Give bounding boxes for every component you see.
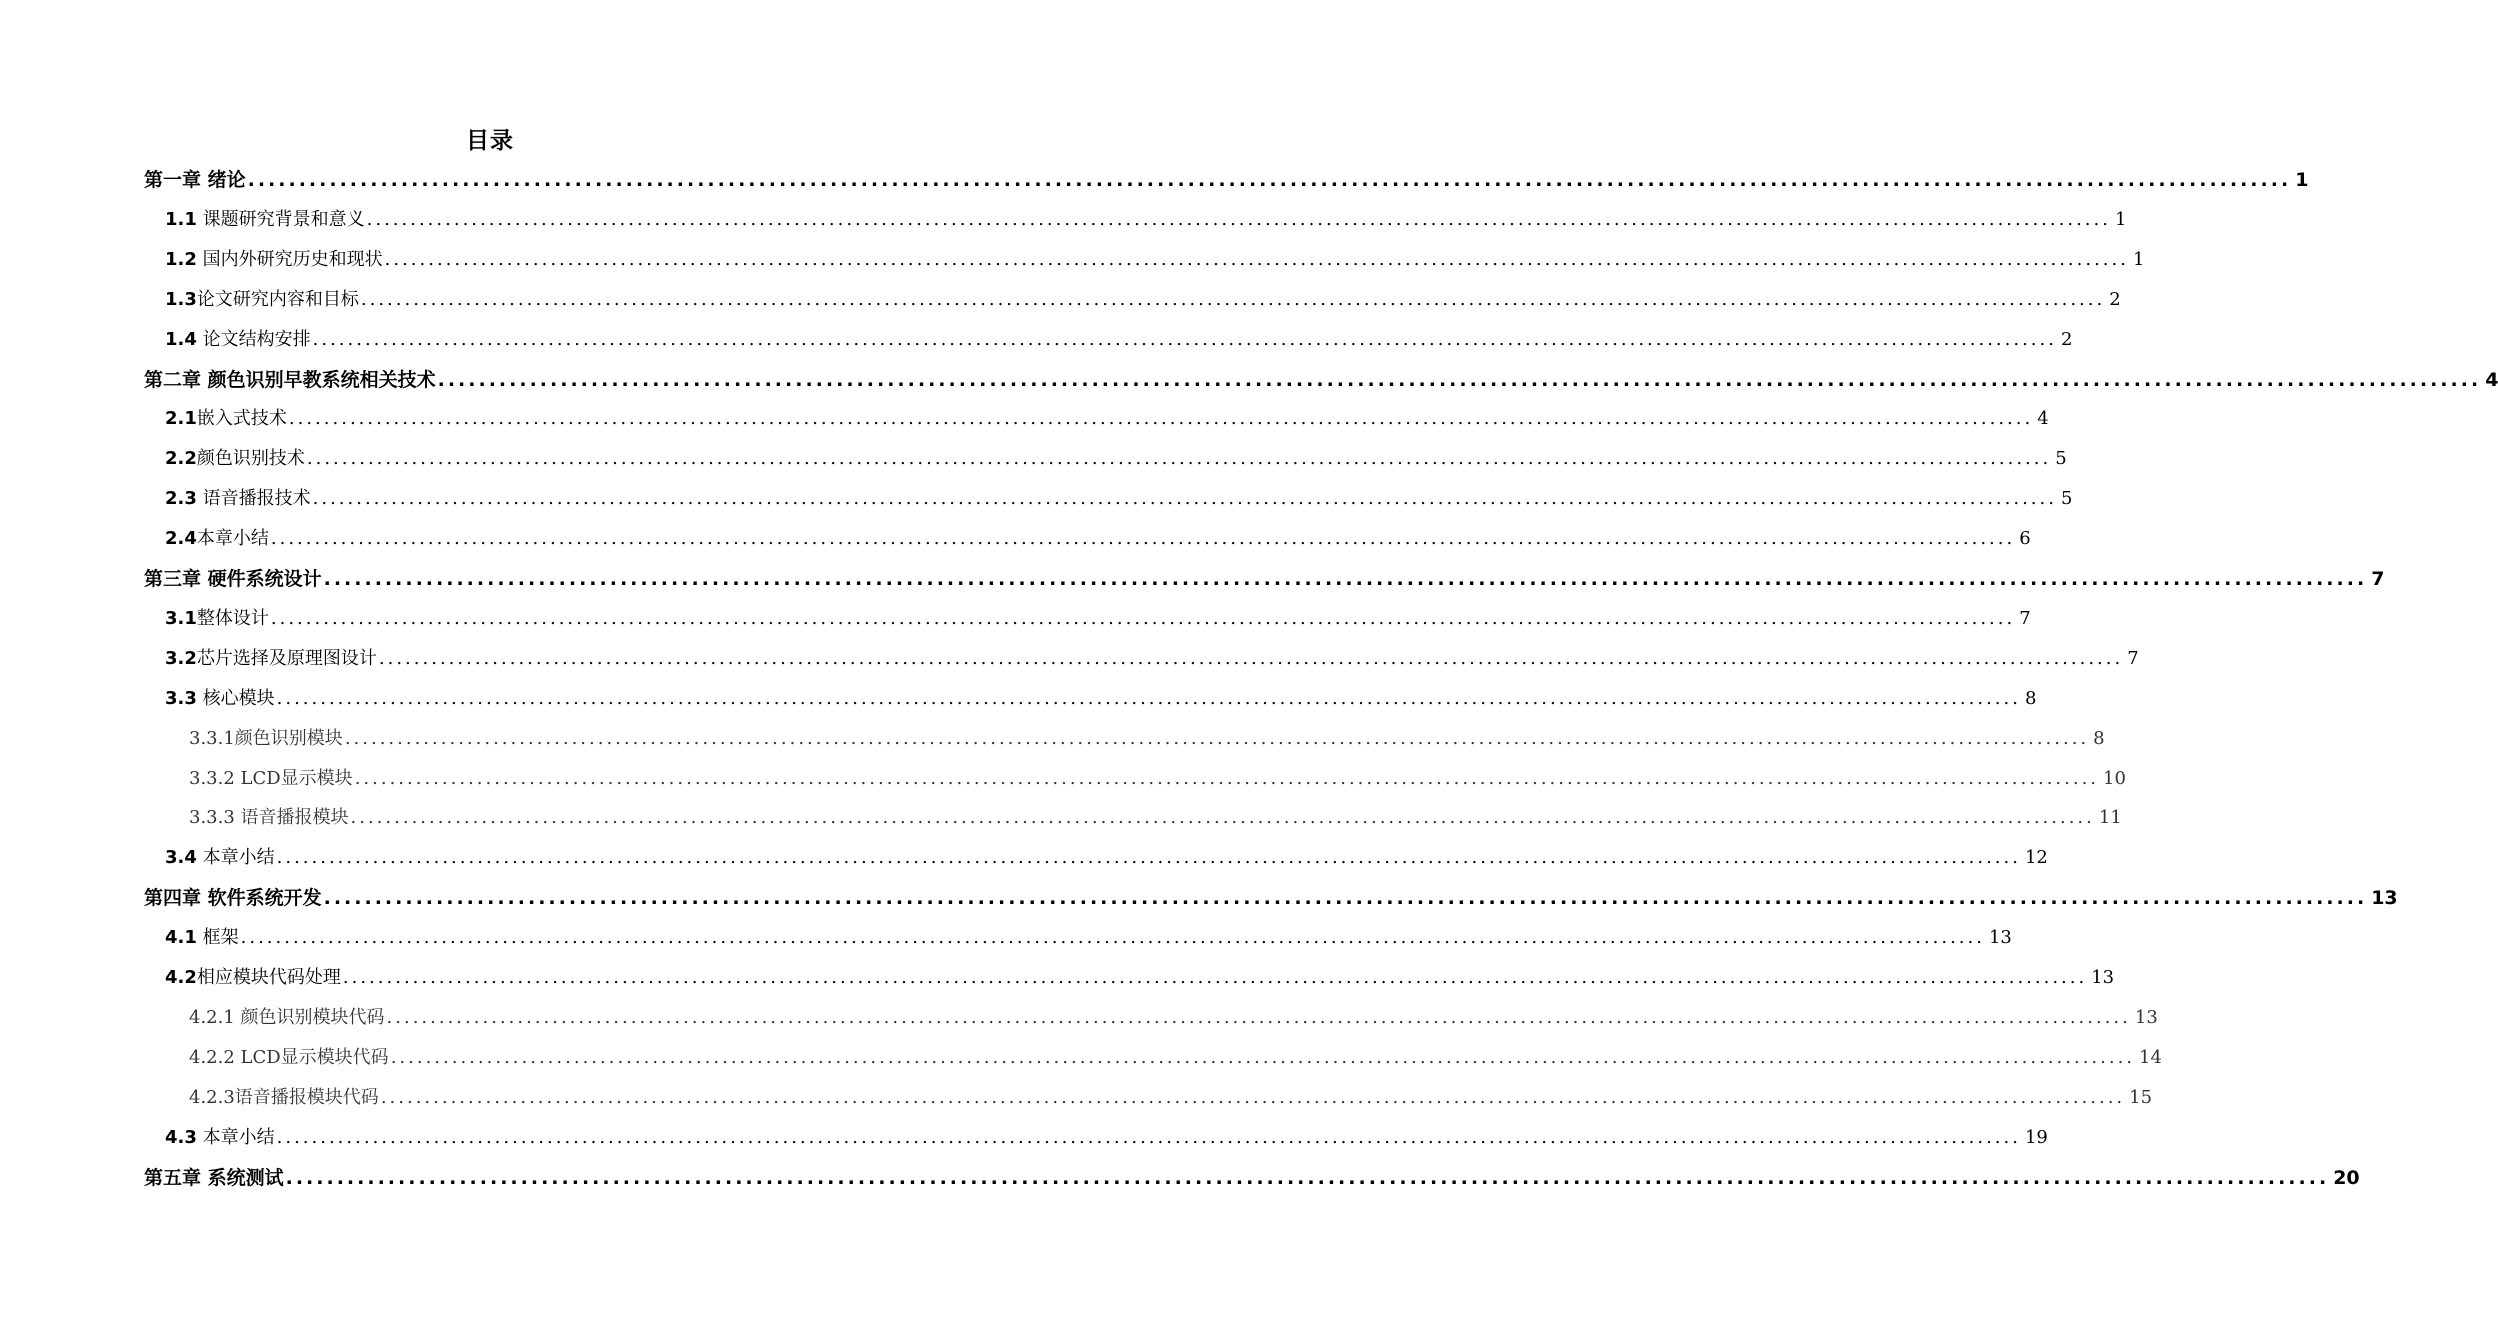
toc-page-number: 8: [2024, 687, 2037, 709]
toc-entry-title: 第四章 软件系统开发: [144, 887, 322, 910]
toc-section-number: 4.1: [165, 927, 197, 949]
toc-entry-title: 第三章 硬件系统设计: [144, 568, 322, 590]
toc-page-number: 13: [2091, 967, 2115, 988]
toc-entry-label: [144, 559, 322, 599]
toc-section-number: 1.3: [165, 288, 197, 310]
toc-entry-label: [165, 240, 383, 280]
toc-entry-title: 整体设计: [196, 607, 269, 629]
toc-page-number: 6: [2019, 528, 2031, 550]
toc-entry-label: [165, 439, 305, 479]
toc-entry-label: [189, 1078, 379, 1118]
toc-entry-label: [165, 1118, 275, 1158]
toc-section-number: 2.2: [165, 448, 197, 470]
toc-leader-dots: ........................................................................................................................................................................................................: [312, 328, 2057, 350]
toc-section-number: 3.3: [165, 687, 197, 709]
toc-leader-dots: ........................................................................................................................................................................................................: [306, 448, 2052, 470]
toc-leader-dots: ........................................................................................................................................................................................................: [270, 607, 2016, 629]
toc-entry[interactable]: [165, 479, 2073, 519]
toc-leader-dots: ........................................................................................................................................................................................................: [240, 927, 1985, 949]
toc-entry-label: [189, 759, 353, 799]
toc-entry[interactable]: [165, 838, 2048, 878]
toc-leader-dots: ........................................................................................................................................................................................................: [288, 408, 2034, 430]
toc-entry-label: [189, 798, 349, 838]
toc-entry[interactable]: [165, 918, 2012, 958]
toc-entry-label: [144, 878, 322, 918]
toc-leader-dots: ........................................................................................................................................................................................................: [247, 169, 2292, 191]
toc-entry[interactable]: [189, 1038, 2162, 1078]
toc-entry-label: [165, 958, 341, 998]
toc-leader-dots: ........................................................................................................................................................................................................: [323, 568, 2368, 590]
toc-entry[interactable]: [165, 280, 2121, 320]
toc-entry[interactable]: [144, 878, 2398, 918]
toc-section-number: 1.1: [165, 208, 197, 230]
toc-page-number: 7: [2127, 647, 2139, 669]
toc-leader-dots: ........................................................................................................................................................................................................: [323, 887, 2368, 910]
toc-entry-label: [165, 519, 269, 559]
toc-entry-title: 相应模块代码处理: [196, 967, 341, 988]
toc-section-number: 2.4: [165, 528, 197, 550]
toc-page-number: 5: [2060, 488, 2073, 510]
toc-entry-title: 颜色识别技术: [196, 448, 305, 470]
toc-entry[interactable]: [189, 719, 2105, 759]
toc-leader-dots: ........................................................................................................................................................................................................: [344, 727, 2090, 749]
toc-entry-title: 4.2.2 LCD显示模块代码: [189, 1046, 389, 1068]
toc-entry-label: [165, 320, 311, 360]
toc-entry-label: [165, 479, 311, 519]
toc-entry-title: 3.3.2 LCD显示模块: [189, 767, 353, 789]
toc-page-number: 10: [2103, 767, 2126, 789]
toc-entry[interactable]: [165, 399, 2049, 439]
toc-entry[interactable]: [189, 798, 2122, 838]
toc-entry-label: [165, 200, 365, 240]
toc-page-number: 5: [2055, 448, 2067, 470]
toc-leader-dots: ........................................................................................................................................................................................................: [285, 1166, 2330, 1189]
toc-page-number: 2: [2109, 288, 2121, 310]
page-title: 目录: [466, 128, 514, 154]
toc-page-number: 13: [2134, 1006, 2158, 1028]
toc-leader-dots: ........................................................................................................................................................................................................: [366, 208, 2111, 230]
toc-leader-dots: ........................................................................................................................................................................................................: [380, 1086, 2126, 1108]
toc-entry-title: 本章小结: [196, 1126, 275, 1148]
toc-page-number: 7: [2371, 568, 2385, 590]
toc-leader-dots: ........................................................................................................................................................................................................: [276, 687, 2021, 709]
toc-section-number: 2.3: [165, 488, 197, 510]
toc-entry[interactable]: [144, 360, 2498, 400]
toc-entry[interactable]: [165, 200, 2127, 240]
toc-entry-label: [165, 599, 269, 639]
toc-entry-title: 4.2.1 颜色识别模块代码: [189, 1006, 385, 1028]
toc-entry-label: [144, 1158, 284, 1198]
toc-leader-dots: ........................................................................................................................................................................................................: [360, 288, 2106, 310]
toc-entry-label: [165, 838, 275, 878]
toc-entry[interactable]: [165, 519, 2031, 559]
toc-page-number: 7: [2019, 607, 2031, 629]
toc-section-number: 1.2: [165, 248, 197, 270]
toc-section-number: 1.4: [165, 328, 197, 350]
toc-section-number: 2.1: [165, 408, 197, 430]
toc-page-number: 15: [2129, 1086, 2153, 1108]
toc-page-number: 4: [2485, 368, 2498, 391]
toc-entry-title: 3.3.3 语音播报模块: [189, 807, 349, 829]
toc-page-number: 8: [2093, 727, 2105, 749]
toc-entry-label: [189, 719, 343, 759]
toc-leader-dots: ........................................................................................................................................................................................................: [384, 248, 2129, 270]
toc-leader-dots: ........................................................................................................................................................................................................: [354, 767, 2100, 789]
toc-leader-dots: ........................................................................................................................................................................................................: [378, 647, 2124, 669]
toc-entry-title: 4.2.3语音播报模块代码: [189, 1086, 379, 1108]
toc-leader-dots: ........................................................................................................................................................................................................: [342, 967, 2088, 988]
toc-page-number: 14: [2139, 1046, 2162, 1068]
toc-entry-title: 嵌入式技术: [196, 408, 287, 430]
toc-entry-title: 课题研究背景和意义: [196, 208, 365, 230]
toc-entry[interactable]: [165, 679, 2037, 719]
toc-page-number: 1: [2114, 208, 2127, 230]
toc-section-number: 4.3: [165, 1126, 197, 1148]
toc-entry[interactable]: [165, 639, 2139, 679]
toc-leader-dots: ........................................................................................................................................................................................................: [276, 847, 2021, 869]
toc-entry-label: [189, 998, 385, 1038]
toc-entry-label: [165, 918, 239, 958]
toc-entry[interactable]: [144, 160, 2309, 200]
toc-entry-title: 3.3.1颜色识别模块: [189, 727, 343, 749]
toc-entry-title: 论文结构安排: [196, 328, 311, 350]
toc-page-number: 11: [2098, 807, 2122, 829]
toc-entry[interactable]: [165, 240, 2145, 280]
toc-entry[interactable]: [165, 958, 2115, 998]
toc-leader-dots: ........................................................................................................................................................................................................: [437, 368, 2482, 391]
toc-entry[interactable]: [189, 759, 2126, 799]
toc-entry-label: [144, 160, 246, 200]
toc-entry-title: 论文研究内容和目标: [196, 288, 359, 310]
toc-entry-label: [144, 360, 436, 400]
toc-entry[interactable]: [165, 320, 2073, 360]
toc-section-number: 3.2: [165, 647, 197, 669]
toc-entry[interactable]: [144, 559, 2385, 599]
toc-section-number: 4.2: [165, 967, 197, 988]
toc-entry-label: [165, 639, 377, 679]
toc-leader-dots: ........................................................................................................................................................................................................: [386, 1006, 2131, 1028]
toc-section-number: 3.4: [165, 847, 197, 869]
toc-entry-title: 第二章 颜色识别早教系统相关技术: [144, 368, 436, 391]
toc-entry[interactable]: [165, 599, 2031, 639]
toc-page-number: 4: [2037, 408, 2049, 430]
toc-page-number: 1: [2132, 248, 2145, 270]
toc-page-number: 2: [2060, 328, 2073, 350]
toc-entry[interactable]: [189, 998, 2158, 1038]
toc-page-number: 12: [2024, 847, 2048, 869]
toc-leader-dots: ........................................................................................................................................................................................................: [390, 1046, 2136, 1068]
toc-entry-title: 本章小结: [196, 847, 275, 869]
toc-entry-title: 国内外研究历史和现状: [196, 248, 383, 270]
toc-page-number: 13: [1988, 927, 2012, 949]
toc-leader-dots: ........................................................................................................................................................................................................: [350, 807, 2095, 829]
toc-entry-title: 本章小结: [196, 528, 269, 550]
toc-entry[interactable]: [165, 1118, 2048, 1158]
toc-page-number: 20: [2333, 1166, 2360, 1189]
toc-entry-title: 第五章 系统测试: [144, 1166, 284, 1189]
toc-entry[interactable]: [165, 439, 2067, 479]
toc-entry-label: [165, 280, 359, 320]
toc-entry-title: 第一章 绪论: [144, 169, 246, 191]
toc-leader-dots: ........................................................................................................................................................................................................: [276, 1126, 2021, 1148]
toc-entry-label: [189, 1038, 389, 1078]
toc-leader-dots: ........................................................................................................................................................................................................: [312, 488, 2057, 510]
toc-leader-dots: ........................................................................................................................................................................................................: [270, 528, 2016, 550]
toc-entry-title: 核心模块: [196, 687, 275, 709]
toc-page-number: 19: [2024, 1126, 2048, 1148]
toc-entry-label: [165, 399, 287, 439]
toc-entry-title: 语音播报技术: [196, 488, 311, 510]
toc-entry-label: [165, 679, 275, 719]
toc-entry[interactable]: [189, 1078, 2153, 1118]
toc-page-number: 1: [2295, 169, 2309, 191]
toc-entry-title: 芯片选择及原理图设计: [196, 647, 377, 669]
toc-section-number: 3.1: [165, 607, 197, 629]
toc-page-number: 13: [2371, 887, 2398, 910]
toc-entry[interactable]: [144, 1158, 2360, 1198]
toc-entry-title: 框架: [196, 927, 239, 949]
